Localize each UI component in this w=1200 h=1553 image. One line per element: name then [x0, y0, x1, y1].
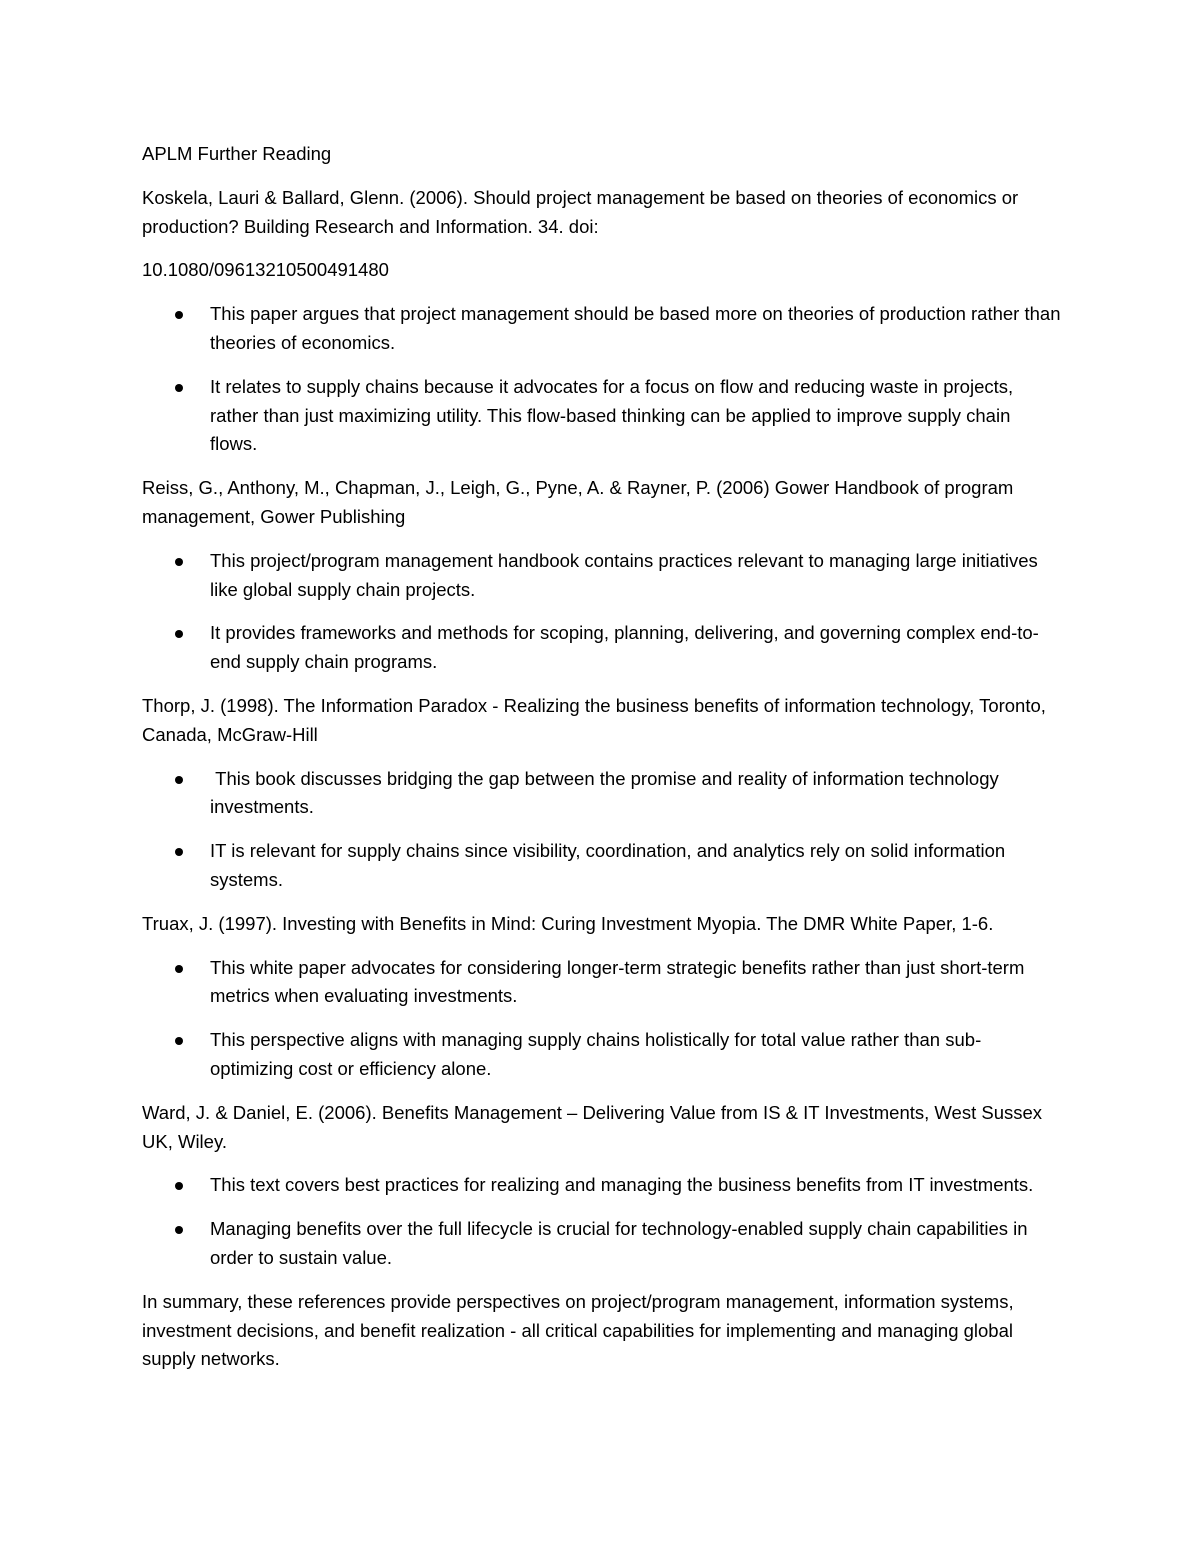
bullet-list: [142, 765, 1062, 895]
bullet-text: This paper argues that project management should be based more on theories of production rather than theories of economics.: [210, 303, 1061, 353]
reference-koskela: [142, 184, 1062, 459]
reference-truax: [142, 910, 1062, 1084]
list-item: [142, 547, 1062, 605]
list-item: [142, 1026, 1062, 1084]
bullet-icon: [175, 384, 183, 392]
list-item: [142, 765, 1062, 823]
bullet-text: This perspective aligns with managing supply chains holistically for total value rather than sub-optimizing cost or efficiency alone.: [210, 1029, 982, 1079]
bullet-text: This white paper advocates for considering longer-term strategic benefits rather than just short-term metrics when evaluating investments.: [210, 956, 1025, 1007]
bullet-list: [142, 1171, 1062, 1272]
list-item: [142, 954, 1062, 1012]
bullet-icon: [175, 558, 183, 566]
bullet-icon: [175, 311, 183, 319]
reference-citation: Koskela, Lauri & Ballard, Glenn. (2006). Should project management be based on theories of economics or production? Building Research and Information. 34. doi:: [142, 186, 1019, 237]
reference-citation: Reiss, G., Anthony, M., Chapman, J., Leigh, G., Pyne, A. & Rayner, P. (2006) Gower Handbook of program management, Gower Publishing: [142, 477, 1014, 527]
bullet-text: This text covers best practices for realizing and managing the business benefits from IT investments.: [210, 1174, 1034, 1196]
bullet-text: IT is relevant for supply chains since visibility, coordination, and analytics rely on solid information systems.: [210, 840, 1006, 890]
bullet-list: [142, 954, 1062, 1084]
bullet-text: It provides frameworks and methods for scoping, planning, delivering, and governing complex end-to-end supply chain programs.: [210, 622, 1039, 673]
bullet-icon: [175, 965, 183, 973]
bullet-list: [142, 300, 1062, 459]
bullet-icon: [175, 1182, 183, 1190]
list-item: [142, 837, 1062, 895]
bullet-text: Managing benefits over the full lifecycle is crucial for technology-enabled supply chain capabilities in order to sustain value.: [210, 1218, 1028, 1268]
list-item: [142, 1215, 1062, 1273]
bullet-icon: [175, 848, 183, 856]
summary-paragraph: In summary, these references provide perspectives on project/program management, information systems, investment decisions, and benefit realization - all critical capabilities for implementing and managing global supply networks.: [142, 1290, 1014, 1370]
bullet-icon: [175, 1226, 183, 1234]
bullet-text: This project/program management handbook contains practices relevant to managing large initiatives like global supply chain projects.: [210, 549, 1038, 600]
bullet-icon: [175, 630, 183, 638]
document-heading: APLM Further Reading: [142, 143, 332, 164]
bullet-text: It relates to supply chains because it advocates for a focus on flow and reducing waste in projects, rather than just maximizing utility. This flow-based thinking can be applied to improve supply chain flows.: [210, 375, 1014, 455]
list-item: [142, 619, 1062, 677]
list-item: [142, 373, 1062, 459]
list-item: [142, 300, 1062, 358]
reference-citation: Ward, J. & Daniel, E. (2006). Benefits Management – Delivering Value from IS & IT Investments, West Sussex UK, Wiley.: [142, 1101, 1043, 1152]
reference-reiss: [142, 474, 1062, 677]
reference-citation: Truax, J. (1997). Investing with Benefits in Mind: Curing Investment Myopia. The DMR White Paper, 1-6.: [142, 912, 994, 934]
bullet-icon: [175, 776, 183, 784]
document-body: [142, 140, 1062, 1389]
reference-ward: [142, 1099, 1062, 1273]
reference-doi: 10.1080/09613210500491480: [142, 259, 389, 281]
list-item: [142, 1171, 1062, 1200]
reference-thorp: [142, 692, 1062, 895]
bullet-text: This book discusses bridging the gap between the promise and reality of information technology investments.: [210, 767, 1004, 818]
bullet-icon: [175, 1037, 183, 1045]
bullet-list: [142, 547, 1062, 677]
reference-citation: Thorp, J. (1998). The Information Paradox - Realizing the business benefits of information technology, Toronto, Canada, McGraw-Hill: [142, 694, 1046, 745]
